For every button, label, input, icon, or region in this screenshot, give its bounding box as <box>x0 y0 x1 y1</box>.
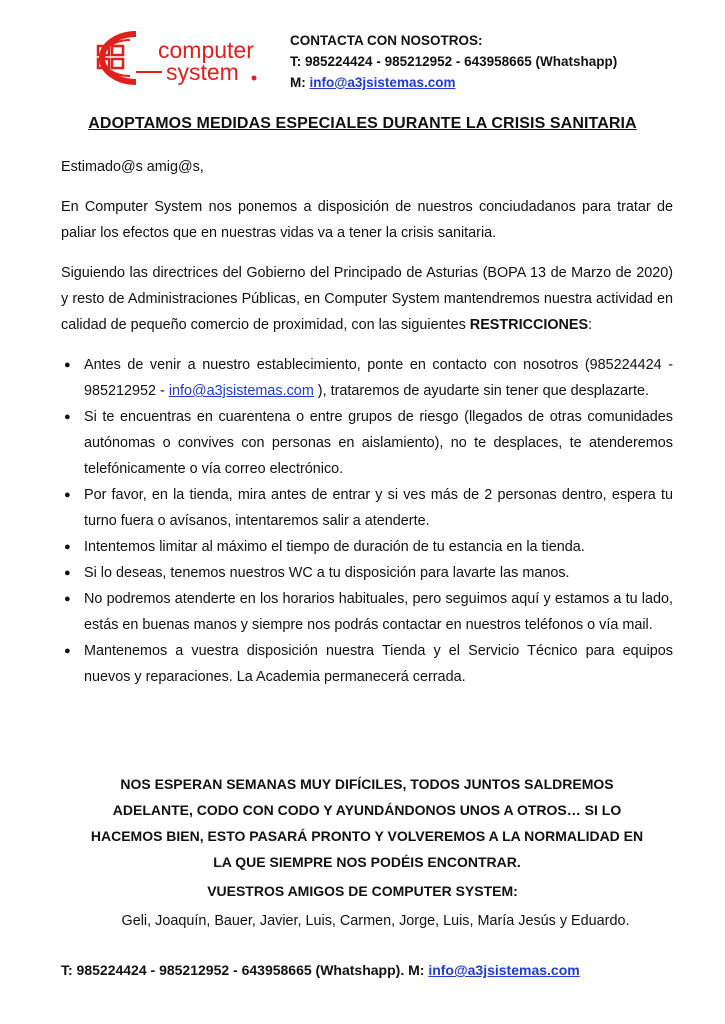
signoff-title: VUESTROS AMIGOS DE COMPUTER SYSTEM: <box>207 883 518 899</box>
list-item: ● Si lo deseas, tenemos nuestros WC a tu disposición para lavarte las manos. <box>61 560 673 586</box>
bullet-icon: ● <box>64 593 71 605</box>
list-item: ● Si te encuentras en cuarentena o entre grupos de riesgo (llegados de otras comunidades autónomas o convives con personas en aislamiento), no te desplaces, te atenderemos telefónicamente o vía correo electrónico. <box>61 404 673 482</box>
list-item: ● Por favor, en la tienda, mira antes de entrar y si ves más de 2 personas dentro, espera tu turno fuera o avísanos, intentaremos salir a atenderte. <box>61 482 673 534</box>
closing-line: HACEMOS BIEN, ESTO PASARÁ PRONTO Y VOLVEREMOS A LA NORMALIDAD EN <box>90 828 644 844</box>
intro-paragraph: En Computer System nos ponemos a disposición de nuestros conciudadanos para tratar de paliar los efectos que en nuestras vidas va a tener la crisis sanitaria. <box>61 199 673 241</box>
restrictions-paragraph <box>61 260 673 338</box>
page-title: ADOPTAMOS MEDIDAS ESPECIALES DURANTE LA CRISIS SANITARIA <box>88 115 637 132</box>
closing-message <box>61 771 673 875</box>
greeting: Estimado@s amig@s, <box>61 159 204 175</box>
contact-title: CONTACTA CON NOSOTROS: <box>290 33 483 48</box>
bullet-icon: ● <box>64 359 71 371</box>
restrictions-text: Siguiendo las directrices del Gobierno del Principado de Asturias (BOPA 13 de Marzo de 2020) y resto de Administraciones Públicas, en Computer System mantendremos nuestra actividad en calidad de pequeño comercio de proximidad, con las siguientes <box>61 265 673 333</box>
list-item: ● Intentemos limitar al máximo el tiempo de duración de tu estancia en la tienda. <box>61 534 673 560</box>
logo-word-computer: computer <box>158 37 254 63</box>
header-contact <box>290 30 617 93</box>
bullet-icon: ● <box>64 411 71 423</box>
bullet-icon: ● <box>64 489 71 501</box>
signoff-names: Geli, Joaquín, Bauer, Javier, Luis, Carmen, Jorge, Luis, María Jesús y Eduardo. <box>121 913 630 929</box>
bullet-icon: ● <box>64 567 71 579</box>
footer-email-link[interactable]: info@a3jsistemas.com <box>428 962 580 978</box>
computer-system-logo <box>74 22 274 92</box>
header-email-link[interactable]: info@a3jsistemas.com <box>309 75 456 90</box>
closing-line: NOS ESPERAN SEMANAS MUY DIFÍCILES, TODOS JUNTOS SALDREMOS <box>120 776 614 792</box>
restrictions-colon: : <box>588 317 593 333</box>
closing-line: LA QUE SIEMPRE NOS PODÉIS ENCONTRAR. <box>213 854 521 870</box>
footer-contact <box>61 962 580 978</box>
list-email-link[interactable]: info@a3jsistemas.com <box>168 383 314 399</box>
logo-word-system: system <box>166 59 239 85</box>
contact-mail-line <box>290 72 617 93</box>
closing-line: ADELANTE, CODO CON CODO Y AYUNDÁNDONOS UNOS A OTROS… SI LO <box>112 802 622 818</box>
bullet-icon: ● <box>64 645 71 657</box>
footer-phones: T: 985224424 - 985212952 - 643958665 (Whatshapp). M: <box>61 962 429 978</box>
bullet-icon: ● <box>64 541 71 553</box>
mail-prefix: M: <box>290 75 310 90</box>
list-item: ● Mantenemos a vuestra disposición nuestra Tienda y el Servicio Técnico para equipos nuevos y reparaciones. La Academia permanecerá cerrada. <box>61 638 673 690</box>
contact-phones: T: 985224424 - 985212952 - 643958665 (Whatshapp) <box>290 54 618 69</box>
list-item: ● No podremos atenderte en los horarios habituales, pero seguimos aquí y estamos a tu lado, estás en buenas manos y siempre nos podrás contactar en nuestros teléfonos o vía mail. <box>61 586 673 638</box>
letter-body <box>61 154 673 690</box>
restrictions-list <box>61 352 673 690</box>
restrictions-keyword: RESTRICCIONES <box>469 317 589 333</box>
list-item: ● Antes de venir a nuestro establecimiento, ponte en contacto con nosotros (985224424 - 985212952 - info@a3jsistemas.com ), trataremos de ayudarte sin tener que desplazarte. <box>61 352 673 404</box>
